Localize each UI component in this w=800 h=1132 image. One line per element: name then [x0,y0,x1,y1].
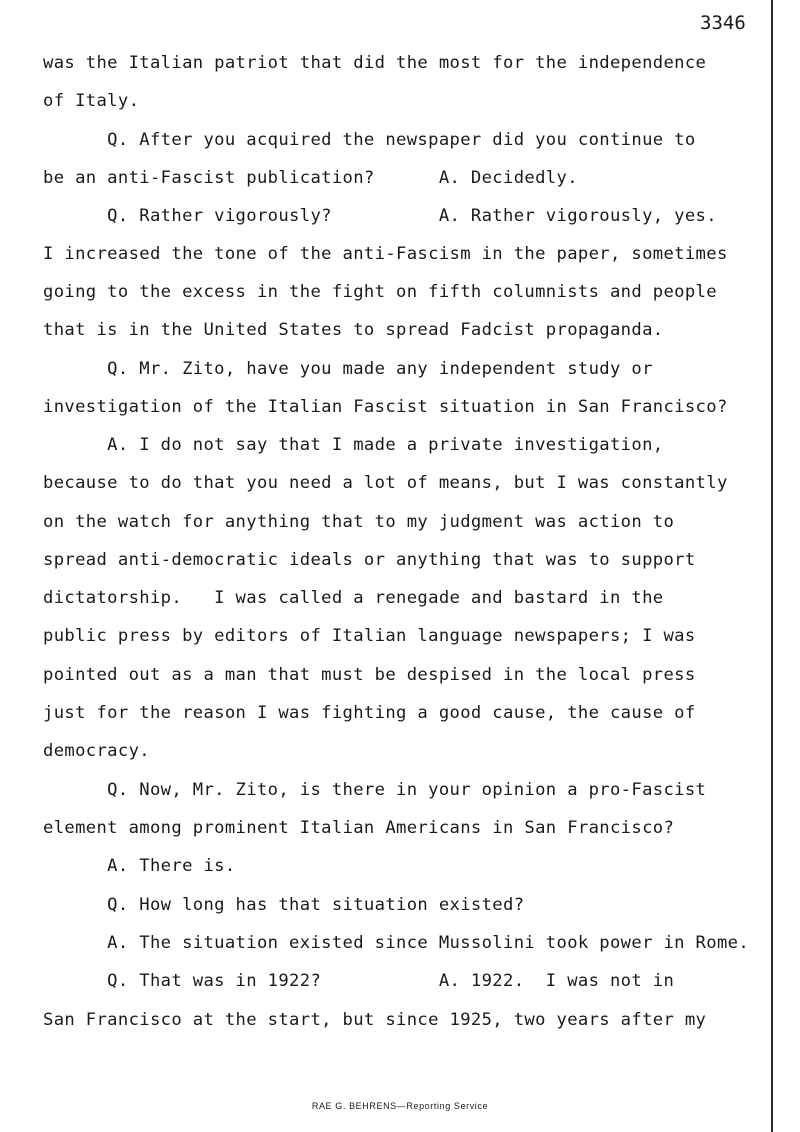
text-line: of Italy. [43,91,140,111]
text-line: that is in the United States to spread Fadcist propaganda. [43,320,664,340]
text-line: because to do that you need a lot of means, but I was constantly [43,473,728,493]
text-line: Q. After you acquired the newspaper did you continue to [43,130,696,150]
text-line: going to the excess in the fight on fifth columnists and people [43,282,717,302]
text-line: democracy. [43,741,150,761]
text-line: pointed out as a man that must be despised in the local press [43,665,696,685]
margin-rule [771,0,773,1132]
text-line: Q. How long has that situation existed? [43,895,525,915]
text-line: investigation of the Italian Fascist situation in San Francisco? [43,397,728,417]
text-line: element among prominent Italian Americans in San Francisco? [43,818,675,838]
text-line: A. There is. [43,856,236,876]
text-line: A. I do not say that I made a private investigation, [43,435,664,455]
text-line: Q. Rather vigorously? A. Rather vigorously, yes. [43,206,717,226]
page-number: 3346 [700,12,746,34]
text-line: dictatorship. I was called a renegade and bastard in the [43,588,664,608]
text-line: Q. Mr. Zito, have you made any independent study or [43,359,653,379]
text-line: A. The situation existed since Mussolini took power in Rome. [43,933,750,953]
text-line: San Francisco at the start, but since 1925, two years after my [43,1010,707,1030]
reporter-footer: RAE G. BEHRENS—Reporting Service [311,1101,489,1111]
text-line: Q. That was in 1922? A. 1922. I was not in [43,971,675,991]
text-line: Q. Now, Mr. Zito, is there in your opinion a pro-Fascist [43,780,707,800]
text-line: I increased the tone of the anti-Fascism in the paper, sometimes [43,244,728,264]
text-line: just for the reason I was fighting a good cause, the cause of [43,703,696,723]
text-line: was the Italian patriot that did the most for the independence [43,53,707,73]
text-line: on the watch for anything that to my judgment was action to [43,512,675,532]
text-line: public press by editors of Italian language newspapers; I was [43,626,696,646]
text-line: spread anti-democratic ideals or anything that was to support [43,550,696,570]
text-line: be an anti-Fascist publication? A. Decidedly. [43,168,578,188]
